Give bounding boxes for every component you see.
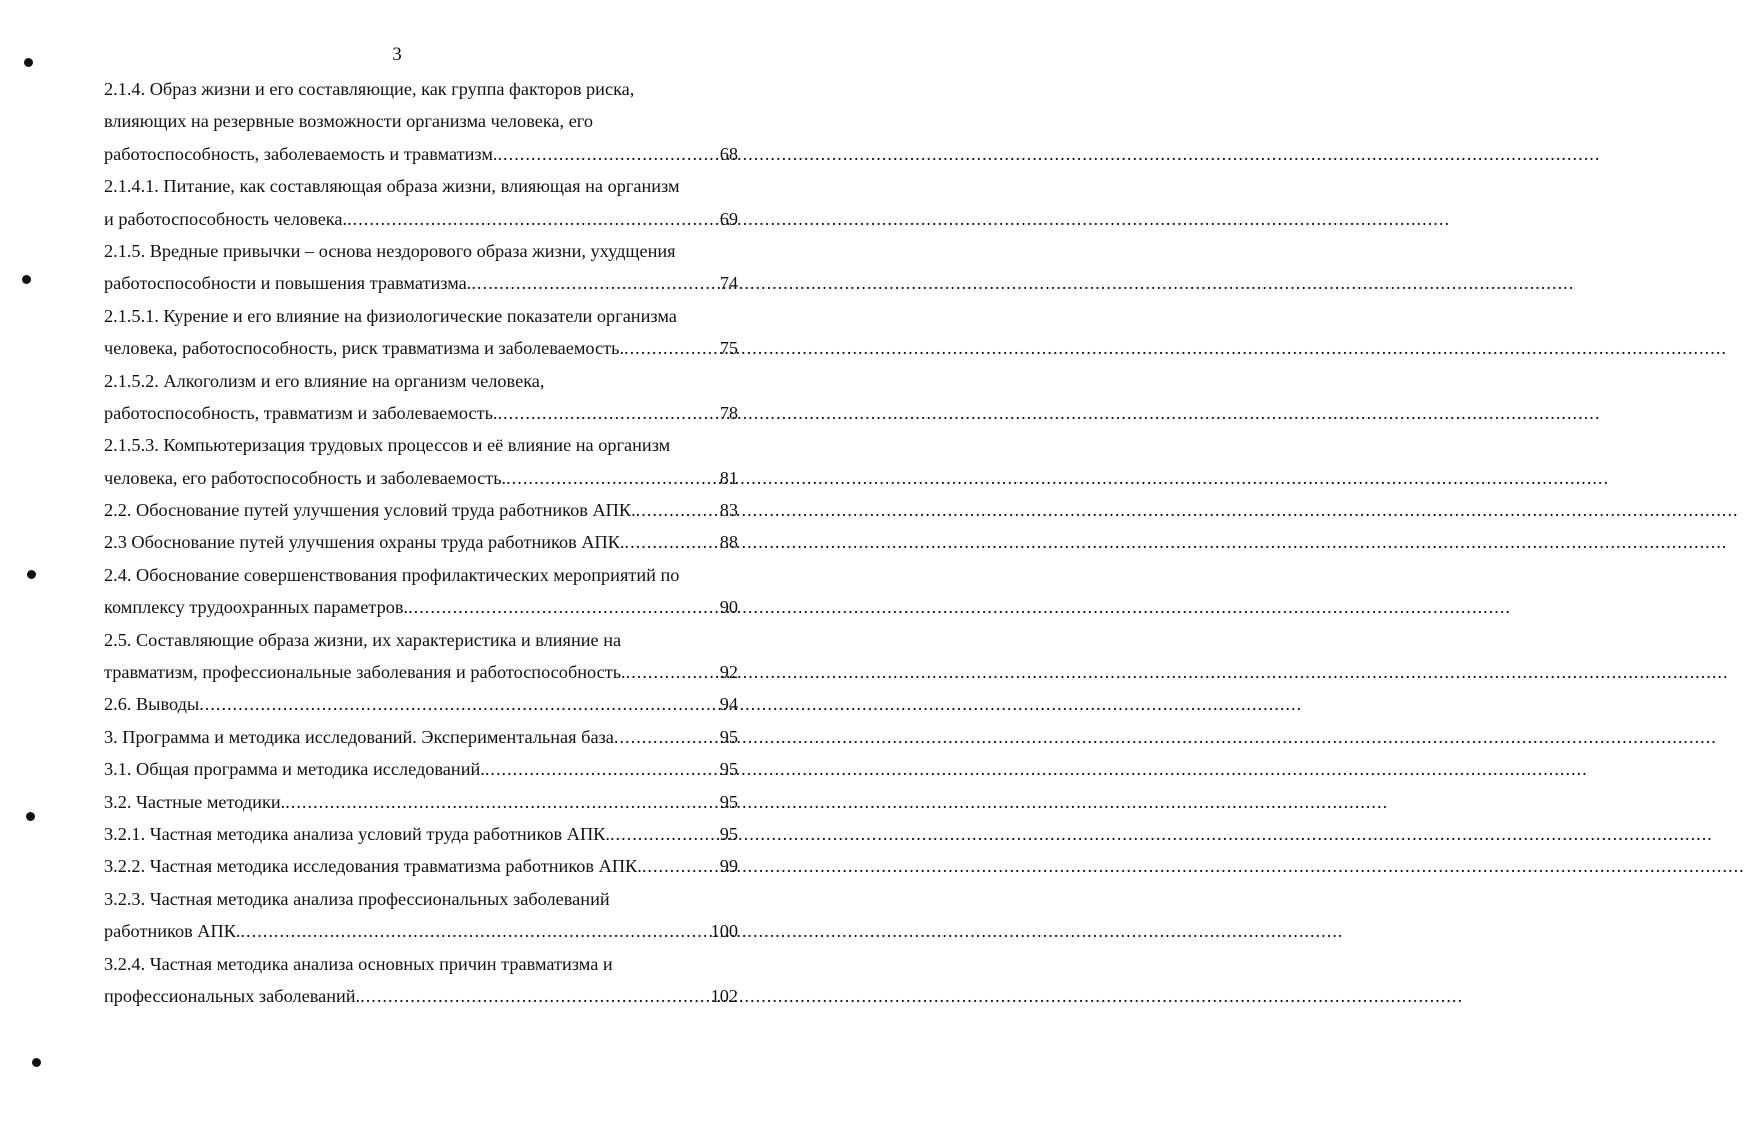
toc-entry-line: 2.1.5. Вредные привычки – основа нездорового образа жизни, ухудщения xyxy=(104,240,676,261)
toc-entry-last-line xyxy=(104,591,738,623)
toc-entry xyxy=(104,526,738,558)
toc-entry-last-line xyxy=(104,332,738,364)
dot-leader xyxy=(497,138,717,170)
dot-leader xyxy=(506,462,718,494)
binder-hole-5 xyxy=(32,1058,41,1067)
toc-entry-page: 95 xyxy=(719,823,738,844)
dot-leader xyxy=(636,494,718,526)
toc-entry-page: 69 xyxy=(719,208,738,229)
toc-entry-page: 99 xyxy=(719,856,738,877)
toc-entry-last-line xyxy=(104,138,738,170)
toc-entry xyxy=(104,753,738,785)
toc-entry xyxy=(104,624,738,689)
toc-entry-last-line xyxy=(104,753,738,785)
toc-entry-last-line xyxy=(104,397,738,429)
toc-entry-last-line xyxy=(104,721,738,753)
toc-entry-title: 2.6. Выводы xyxy=(104,694,200,715)
toc-entry-last-line xyxy=(104,915,738,947)
binder-hole-2 xyxy=(22,275,31,284)
toc-entry-title: человека, его работоспособность и заболеваемость. xyxy=(104,467,507,488)
dot-leader xyxy=(408,591,718,623)
toc-entry-page: 78 xyxy=(719,402,738,423)
toc-entry-page: 90 xyxy=(719,597,738,618)
toc-entry-last-line xyxy=(104,850,738,882)
toc-entry-page: 100 xyxy=(710,921,738,942)
toc-entry-title: человека, работоспособность, риск травматизма и заболеваемость. xyxy=(104,338,625,359)
toc-entry-last-line xyxy=(104,786,738,818)
toc-entry-page: 68 xyxy=(719,143,738,164)
toc-entry xyxy=(104,300,738,365)
toc-entry-last-line xyxy=(104,462,738,494)
toc-entry-line: 3.2.4. Частная методика анализа основных причин травматизма и xyxy=(104,953,613,974)
toc-entry-title: 2.3 Обоснование путей улучшения охраны труда работников АПК. xyxy=(104,532,625,553)
toc-entry-line: 2.1.5.2. Алкоголизм и его влияние на организм человека, xyxy=(104,370,545,391)
toc-entry-page: 83 xyxy=(719,500,738,521)
toc-entry-line: 2.1.5.1. Курение и его влияние на физиологические показатели организма xyxy=(104,305,677,326)
toc-entry-last-line xyxy=(104,203,738,235)
dot-leader xyxy=(614,721,718,753)
toc-entry xyxy=(104,688,738,720)
table-of-contents xyxy=(104,73,738,1012)
toc-entry xyxy=(104,883,738,948)
page-number: 3 xyxy=(392,44,402,65)
toc-entry-title: 3.1. Общая программа и методика исследований. xyxy=(104,759,485,780)
dot-leader xyxy=(199,688,718,720)
toc-entry-title: 3.2. Частные методики. xyxy=(104,791,286,812)
dot-leader xyxy=(285,786,718,818)
toc-entry-last-line xyxy=(104,267,738,299)
toc-entry xyxy=(104,73,738,170)
toc-entry-title: 3.2.1. Частная методика анализа условий труда работников АПК. xyxy=(104,823,610,844)
binder-hole-1 xyxy=(24,58,33,67)
toc-entry-page: 102 xyxy=(710,985,738,1006)
toc-entry-title: 3.2.2. Частная методика исследования травматизма работников АПК. xyxy=(104,856,642,877)
dot-leader xyxy=(240,915,708,947)
toc-entry-page: 74 xyxy=(719,273,738,294)
toc-entry xyxy=(104,721,738,753)
dot-leader xyxy=(347,203,718,235)
toc-entry-title: работников АПК. xyxy=(104,921,241,942)
toc-entry-title: работоспособность, травматизм и заболеваемость. xyxy=(104,402,498,423)
dot-leader xyxy=(497,397,717,429)
toc-entry xyxy=(104,850,738,882)
dot-leader xyxy=(360,980,708,1012)
toc-entry xyxy=(104,235,738,300)
toc-entry-page: 95 xyxy=(719,791,738,812)
toc-entry-last-line xyxy=(104,656,738,688)
toc-entry-line: 3.2.3. Частная методика анализа профессиональных заболеваний xyxy=(104,888,610,909)
toc-entry xyxy=(104,948,738,1013)
dot-leader xyxy=(610,818,718,850)
binder-hole-3 xyxy=(27,570,36,579)
toc-entry-last-line xyxy=(104,494,738,526)
toc-entry-title: работоспособности и повышения травматизма. xyxy=(104,273,472,294)
toc-entry-last-line xyxy=(104,980,738,1012)
binder-hole-4 xyxy=(26,812,35,821)
dot-leader xyxy=(485,753,718,785)
toc-entry xyxy=(104,559,738,624)
dot-leader xyxy=(471,267,717,299)
toc-entry-page: 95 xyxy=(719,759,738,780)
dot-leader xyxy=(626,656,718,688)
toc-entry xyxy=(104,786,738,818)
toc-entry-page: 92 xyxy=(719,662,738,683)
toc-entry-last-line xyxy=(104,688,738,720)
toc-entry-last-line xyxy=(104,526,738,558)
dot-leader xyxy=(625,526,718,558)
toc-entry xyxy=(104,429,738,494)
toc-entry-title: травматизм, профессиональные заболевания и работоспособность. xyxy=(104,662,626,683)
toc-entry-line: 2.1.4.1. Питание, как составляющая образа жизни, влияющая на организм xyxy=(104,176,680,197)
dot-leader xyxy=(624,332,718,364)
toc-entry-page: 94 xyxy=(719,694,738,715)
toc-entry-last-line xyxy=(104,818,738,850)
toc-entry-page: 81 xyxy=(719,467,738,488)
dot-leader xyxy=(642,850,718,882)
toc-entry-line: 2.5. Составляющие образа жизни, их характеристика и влияние на xyxy=(104,629,622,650)
toc-entry-line: 2.1.5.3. Компьютеризация трудовых процессов и её влияние на организм xyxy=(104,435,671,456)
toc-entry-page: 95 xyxy=(719,726,738,747)
toc-entry xyxy=(104,170,738,235)
toc-entry xyxy=(104,494,738,526)
toc-entry-title: 2.2. Обоснование путей улучшения условий труда работников АПК. xyxy=(104,500,636,521)
toc-entry-page: 75 xyxy=(719,338,738,359)
toc-entry-line: влияющих на резервные возможности организма человека, его xyxy=(104,111,593,132)
toc-entry-title: 3. Программа и методика исследований. Экспериментальная база xyxy=(104,726,614,747)
toc-entry-line: 2.1.4. Образ жизни и его составляющие, как группа факторов риска, xyxy=(104,79,635,99)
toc-entry-line: 2.4. Обоснование совершенствования профилактических мероприятий по xyxy=(104,564,680,585)
toc-entry-title: работоспособность, заболеваемость и травматизм. xyxy=(104,143,498,164)
toc-entry xyxy=(104,818,738,850)
toc-entry-title: профессиональных заболеваний. xyxy=(104,985,361,1006)
toc-entry-page: 88 xyxy=(719,532,738,553)
toc-entry-title: и работоспособность человека. xyxy=(104,208,348,229)
toc-entry-title: комплексу трудоохранных параметров. xyxy=(104,597,409,618)
toc-entry xyxy=(104,365,738,430)
